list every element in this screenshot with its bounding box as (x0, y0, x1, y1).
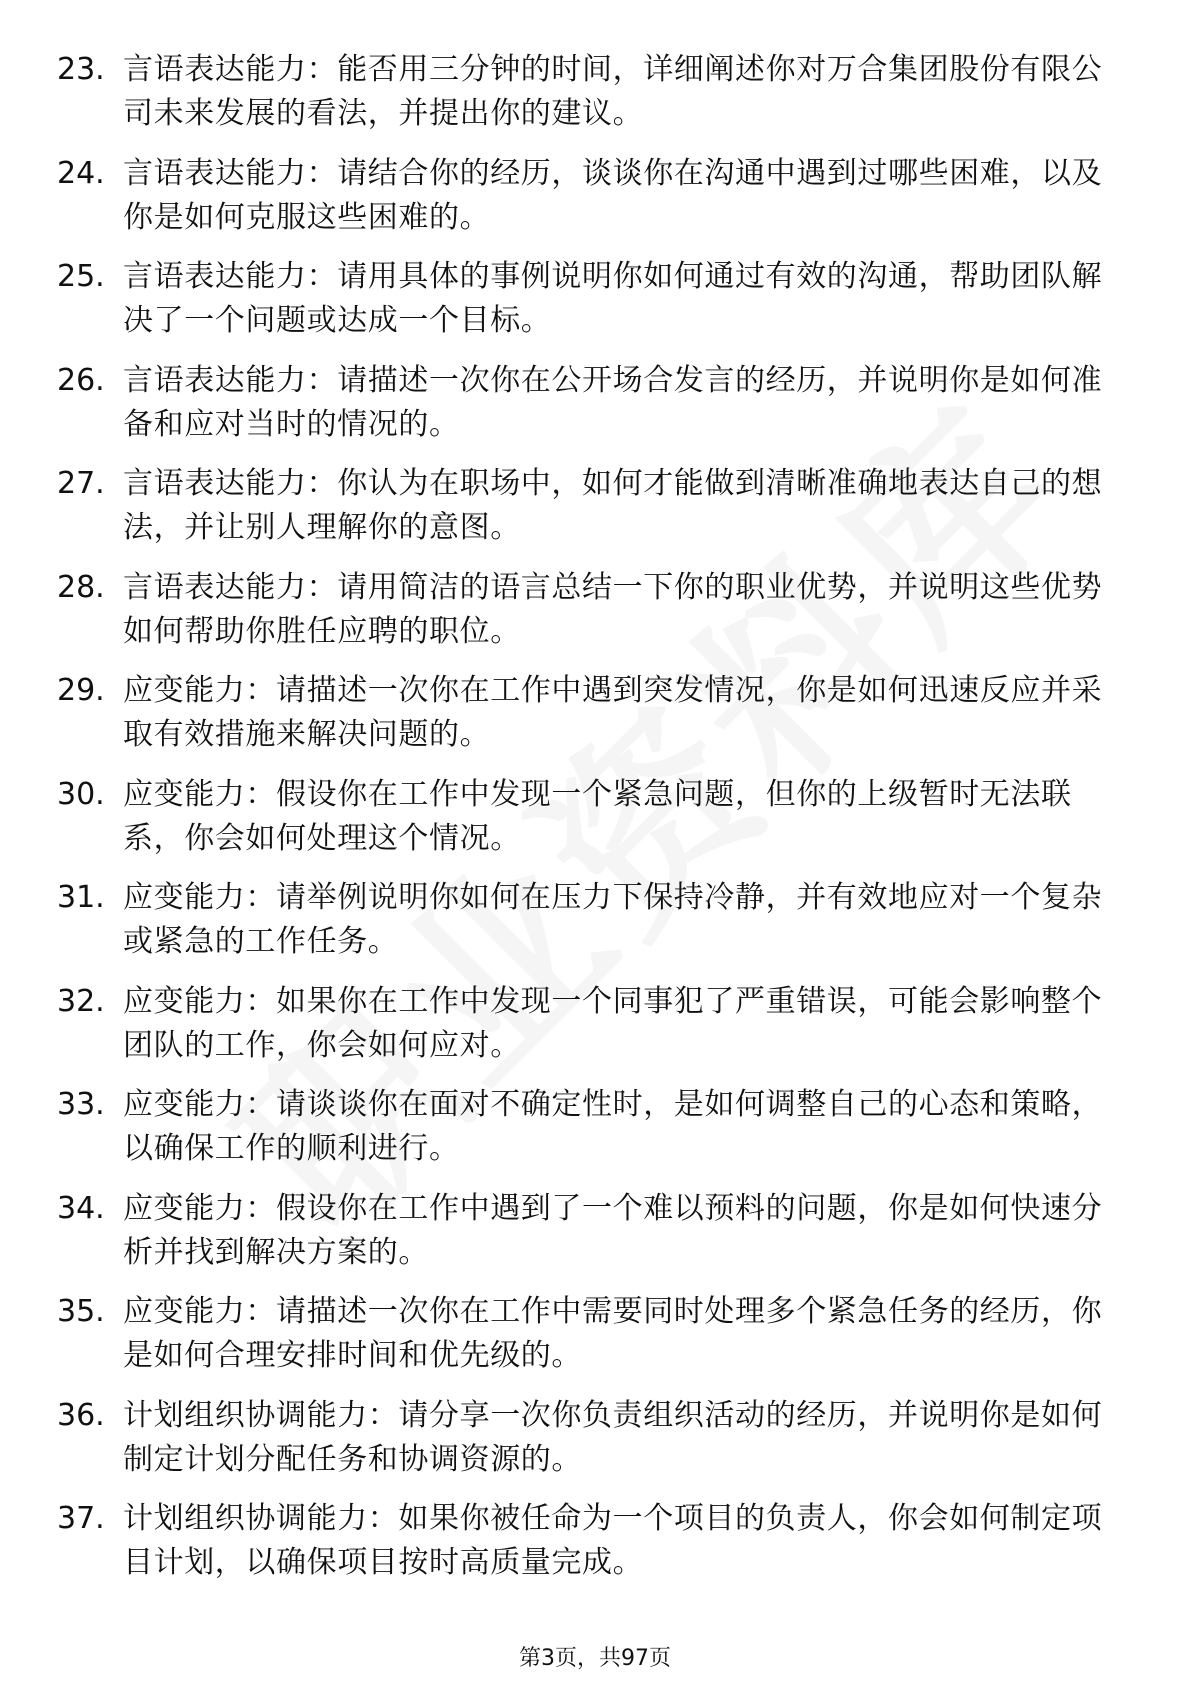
question-text: 计划组织协调能力：如果你被任命为一个项目的负责人，你会如何制定项目计划，以确保项目按时高质量完成。 (123, 1501, 1103, 1580)
question-text: 应变能力：请谈谈你在面对不确定性时，是如何调整自己的心态和策略，以确保工作的顺利进行。 (123, 1087, 1103, 1166)
question-text: 言语表达能力：请用具体的事例说明你如何通过有效的沟通，帮助团队解决了一个问题或达成一个目标。 (123, 259, 1103, 338)
question-item (57, 1497, 1127, 1601)
question-number: 27. (57, 466, 105, 501)
question-item (57, 152, 1127, 256)
question-text: 应变能力：请描述一次你在工作中需要同时处理多个紧急任务的经历，你是如何合理安排时间和优先级的。 (123, 1294, 1103, 1373)
question-text: 言语表达能力：请用简洁的语言总结一下你的职业优势，并说明这些优势如何帮助你胜任应聘的职位。 (123, 569, 1103, 649)
question-item (57, 773, 1127, 877)
question-number: 35. (57, 1294, 105, 1329)
question-item (57, 1394, 1127, 1498)
question-text: 应变能力：请描述一次你在工作中遇到突发情况，你是如何迅速反应并采取有效措施来解决问题的。 (123, 673, 1103, 752)
question-number: 36. (57, 1397, 105, 1433)
question-number: 24. (57, 155, 105, 191)
question-item (57, 980, 1127, 1084)
question-number: 37. (57, 1501, 105, 1536)
question-text: 应变能力：假设你在工作中遇到了一个难以预料的问题，你是如何快速分析并找到解决方案的。 (123, 1190, 1103, 1270)
question-number: 25. (57, 259, 105, 294)
question-text: 应变能力：如果你在工作中发现一个同事犯了严重错误，可能会影响整个团队的工作，你会如何应对。 (123, 983, 1103, 1063)
question-text: 计划组织协调能力：请分享一次你负责组织活动的经历，并说明你是如何制定计划分配任务和协调资源的。 (123, 1397, 1103, 1477)
question-item (57, 462, 1127, 566)
question-item (57, 1187, 1127, 1291)
question-number: 26. (57, 362, 105, 398)
question-number: 33. (57, 1087, 105, 1122)
question-text: 言语表达能力：请结合你的经历，谈谈你在沟通中遇到过哪些困难，以及你是如何克服这些困难的。 (123, 155, 1103, 235)
question-item (57, 255, 1127, 359)
question-text: 言语表达能力：能否用三分钟的时间，详细阐述你对万合集团股份有限公司未来发展的看法，并提出你的建议。 (123, 52, 1103, 131)
question-number: 30. (57, 776, 105, 812)
question-text: 应变能力：假设你在工作中发现一个紧急问题，但你的上级暂时无法联系，你会如何处理这个情况。 (123, 776, 1072, 856)
question-item (57, 876, 1127, 980)
question-number: 34. (57, 1190, 105, 1226)
question-text: 言语表达能力：请描述一次你在公开场合发言的经历，并说明你是如何准备和应对当时的情况的。 (123, 362, 1103, 442)
question-number: 29. (57, 673, 105, 708)
question-item (57, 669, 1127, 773)
question-item (57, 566, 1127, 670)
page-footer: 第3页，共97页 (519, 1646, 671, 1671)
question-list (57, 48, 1127, 1601)
question-number: 31. (57, 880, 105, 915)
question-number: 23. (57, 52, 105, 87)
question-number: 28. (57, 569, 105, 605)
question-item (57, 1290, 1127, 1394)
question-text: 言语表达能力：你认为在职场中，如何才能做到清晰准确地表达自己的想法，并让别人理解你的意图。 (123, 466, 1103, 545)
question-text: 应变能力：请举例说明你如何在压力下保持冷静，并有效地应对一个复杂或紧急的工作任务。 (123, 880, 1103, 959)
question-item (57, 359, 1127, 463)
question-item (57, 1083, 1127, 1187)
question-number: 32. (57, 983, 105, 1019)
question-item (57, 48, 1127, 152)
